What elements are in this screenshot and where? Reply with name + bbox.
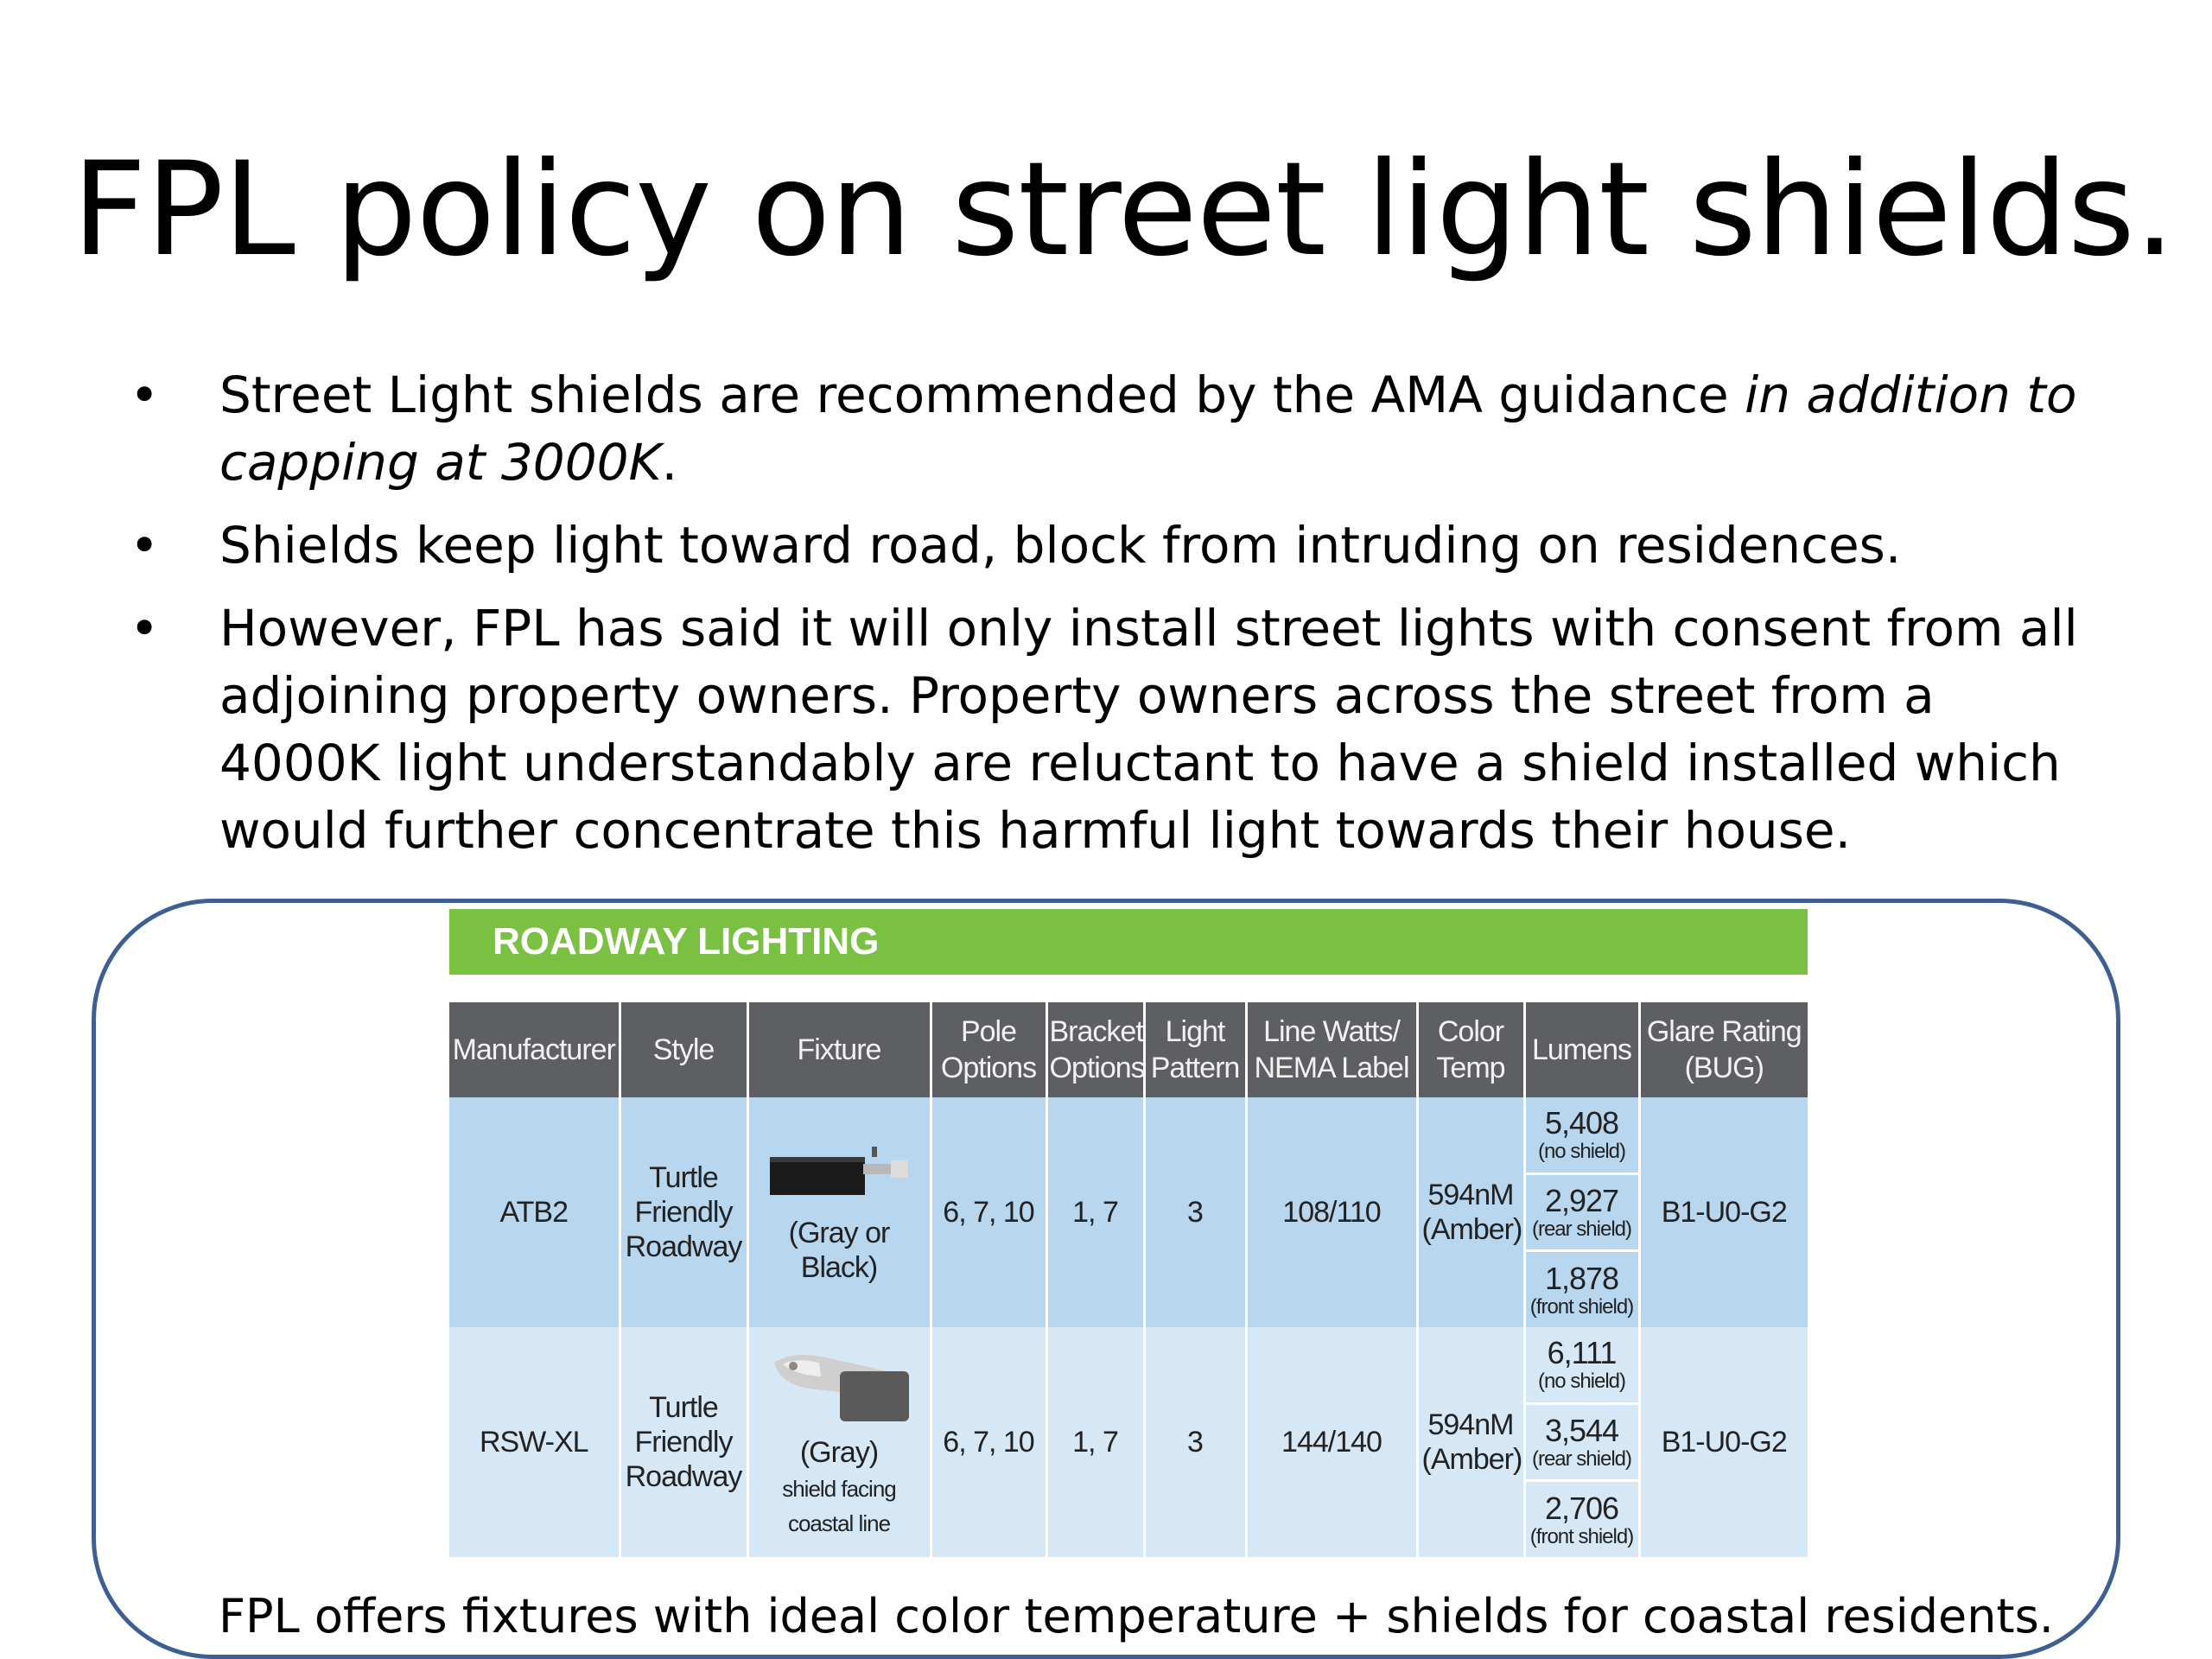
cell-style: Turtle Friendly Roadway bbox=[620, 1097, 747, 1327]
lumens-value-group: 6,111 (no shield) bbox=[1526, 1327, 1638, 1405]
cell-fixture bbox=[747, 1097, 931, 1327]
cell-line-watts: 108/110 bbox=[1246, 1097, 1417, 1327]
fixture-note: (Gray) bbox=[799, 1436, 879, 1469]
cell-glare-rating: B1-U0-G2 bbox=[1639, 1097, 1808, 1327]
cell-bracket-options: 1, 7 bbox=[1046, 1327, 1144, 1557]
bullet-dot: • bbox=[130, 516, 160, 575]
header-manufacturer: Manufacturer bbox=[449, 1002, 620, 1097]
bullet-list bbox=[130, 361, 2108, 880]
bullet-dot: • bbox=[130, 599, 160, 658]
cell-lumens bbox=[1524, 1327, 1639, 1557]
lumens-value-group: 3,544 (rear shield) bbox=[1526, 1405, 1638, 1483]
cell-glare-rating: B1-U0-G2 bbox=[1639, 1327, 1808, 1557]
cell-bracket-options: 1, 7 bbox=[1046, 1097, 1144, 1327]
cell-color-temp: 594nM (Amber) bbox=[1417, 1327, 1524, 1557]
header-color-temp: Color Temp bbox=[1417, 1002, 1524, 1097]
header-bracket-options: Bracket Options bbox=[1046, 1002, 1144, 1097]
bullet-italic-text: in addition to capping at 3000K bbox=[219, 365, 2077, 492]
cell-manufacturer: RSW-XL bbox=[449, 1327, 620, 1557]
cell-pole-options: 6, 7, 10 bbox=[931, 1327, 1046, 1557]
header-style: Style bbox=[620, 1002, 747, 1097]
cell-lumens bbox=[1524, 1097, 1639, 1327]
cell-line-watts: 144/140 bbox=[1246, 1327, 1417, 1557]
bullet-item bbox=[130, 512, 2108, 579]
roadway-lighting-table bbox=[449, 1002, 1808, 1557]
lumens-value-group: 2,706 (front shield) bbox=[1529, 1490, 1634, 1548]
table-row bbox=[449, 1097, 1808, 1327]
cell-color-temp: 594nM (Amber) bbox=[1417, 1097, 1524, 1327]
header-pole-options: Pole Options bbox=[931, 1002, 1046, 1097]
lumens-value-group: 5,408 (no shield) bbox=[1526, 1097, 1638, 1175]
lumens-value-group: 1,878 (front shield) bbox=[1529, 1260, 1634, 1319]
fixture-note-detail: shield facing bbox=[782, 1476, 896, 1502]
cell-fixture bbox=[747, 1327, 931, 1557]
cell-style: Turtle Friendly Roadway bbox=[620, 1327, 747, 1557]
slide-title: FPL policy on street light shields. bbox=[72, 135, 2175, 285]
cell-manufacturer: ATB2 bbox=[449, 1097, 620, 1327]
table-banner: ROADWAY LIGHTING bbox=[449, 909, 1808, 975]
bullet-text: Shields keep light toward road, block from intruding on residences. bbox=[219, 516, 1902, 575]
header-lumens: Lumens bbox=[1524, 1002, 1639, 1097]
bullet-text-tail: . bbox=[661, 433, 677, 492]
header-fixture: Fixture bbox=[747, 1002, 931, 1097]
fixture-note: (Gray or Black) bbox=[788, 1217, 890, 1284]
atb2-fixture-image bbox=[761, 1140, 917, 1209]
fixture-note-detail: coastal line bbox=[787, 1510, 891, 1536]
lumens-value-group: 2,927 (rear shield) bbox=[1526, 1175, 1638, 1253]
bullet-item bbox=[130, 361, 2108, 496]
header-line-watts: Line Watts/ NEMA Label bbox=[1246, 1002, 1417, 1097]
bullet-text: Street Light shields are recommended by the AMA guidance bbox=[219, 365, 1745, 424]
table-row bbox=[449, 1327, 1808, 1557]
bullet-text: However, FPL has said it will only install street lights with consent from all adjoining property owners. Property owners across the street from a 4000K light understandably are reluctant to have a shield installed which would further concentrate this harmful light towards their house. bbox=[219, 599, 2078, 860]
slide-caption: FPL offers fixtures with ideal color temperature + shields for coastal residents. bbox=[219, 1589, 2054, 1643]
bullet-item bbox=[130, 594, 2108, 864]
header-light-pattern: Light Pattern bbox=[1144, 1002, 1246, 1097]
rsw-xl-fixture-image bbox=[757, 1345, 921, 1428]
header-glare-rating: Glare Rating (BUG) bbox=[1639, 1002, 1808, 1097]
cell-light-pattern: 3 bbox=[1144, 1097, 1246, 1327]
cell-light-pattern: 3 bbox=[1144, 1327, 1246, 1557]
bullet-dot: • bbox=[130, 365, 160, 424]
table-header-row bbox=[449, 1002, 1808, 1097]
cell-pole-options: 6, 7, 10 bbox=[931, 1097, 1046, 1327]
